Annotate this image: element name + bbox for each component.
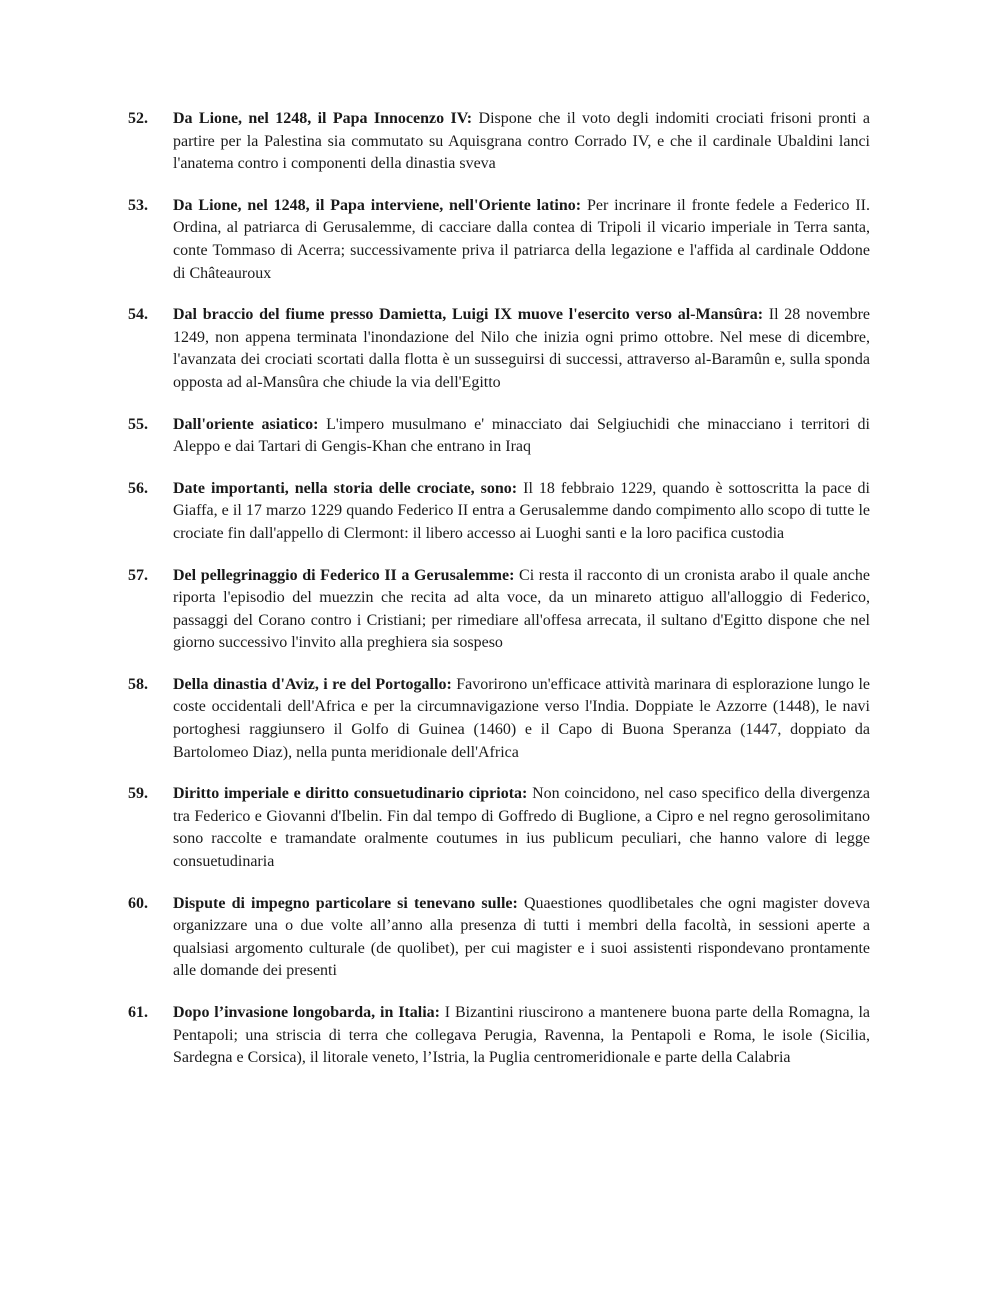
item-number: 55. <box>128 415 148 433</box>
item-text: Favorirono un'efficace attività marinara di esplorazione lungo le coste occidentali dell'Africa e per la circumnavigazione verso l'India. Doppiate le Azzorre (1448), le navi portoghesi raggiunsero il Golfo di Guinea (1460) e il Capo di Buona Speranza (1447, doppiato da Bartolomeo Diaz), nella punta meridionale dell'Africa <box>173 675 870 761</box>
item-number: 61. <box>128 1004 148 1021</box>
list-item <box>128 1002 870 1070</box>
item-body <box>173 893 870 983</box>
item-body <box>173 304 870 394</box>
item-text: Il 28 novembre 1249, non appena terminata l'inondazione del Nilo che inizia ogni primo ottobre. Nel mese di dicembre, l'avanzata dei crociati scortati dalla flotta è un susseguirsi di successi, attraverso al-Baramûn e, sulla sponda opposta ad al-Mansûra che chiude la via dell'Egitto <box>173 306 871 391</box>
item-heading: Dopo l’invasione longobarda, in Italia: <box>173 1004 440 1021</box>
item-number: 59. <box>128 785 148 803</box>
item-body <box>173 565 870 655</box>
item-text: Quaestiones quodlibetales che ogni magister doveva organizzare una o due volte all’anno alla presenza di tutti i membri della facoltà, in sessioni aperte a qualsiasi argomento culturale (de quolibet), per cui magister e i suoi assistenti rispondevano prontamente alle domande dei presenti <box>173 894 870 980</box>
item-text: Per incrinare il fronte fedele a Federico II. Ordina, al patriarca di Gerusalemme, di cacciare dalla contea di Tripoli il vicario imperiale in Terra santa, conte Tommaso di Acerra; successivamente priva il patriarca della legazione e l'affida al cardinale Oddone di Châteauroux <box>173 196 870 282</box>
item-number: 60. <box>128 894 148 912</box>
item-heading: Date importanti, nella storia delle crociate, sono: <box>173 479 518 497</box>
item-text: Il 18 febbraio 1229, quando è sottoscritta la pace di Giaffa, e il 17 marzo 1229 quando Federico II entra a Gerusalemme dando compimento allo scopo di tutte le crociate fin dall'appello di Clermont: il libero accesso ai Luoghi santi e la loro pacifica custodia <box>173 479 870 542</box>
item-heading: Dall'oriente asiatico: <box>173 415 319 433</box>
item-body <box>173 414 870 459</box>
item-body <box>173 674 870 764</box>
item-heading: Dispute di impegno particolare si tenevano sulle: <box>173 894 518 912</box>
item-text: L'impero musulmano e' minacciato dai Selgiuchidi che minacciano i territori di Aleppo e dai Tartari di Gengis-Khan che entrano in Iraq <box>173 415 870 456</box>
list-item <box>128 674 870 764</box>
list-item <box>128 565 870 655</box>
list-item <box>128 414 870 459</box>
item-body <box>173 1002 870 1070</box>
item-number: 52. <box>128 110 148 127</box>
item-text: Dispone che il voto degli indomiti crociati frisoni pronti a partire per la Palestina sia commutato su Aquisgrana contro Corrado IV, e che il cardinale Ubaldini lanci l'anatema contro i componenti della dinastia sveva <box>173 110 870 173</box>
item-heading: Del pellegrinaggio di Federico II a Gerusalemme: <box>173 566 515 584</box>
item-body <box>173 195 870 285</box>
list-item <box>128 304 870 394</box>
item-number: 57. <box>128 566 148 584</box>
item-heading: Diritto imperiale e diritto consuetudinario cipriota: <box>173 785 528 803</box>
item-body <box>173 478 870 546</box>
list-item <box>128 783 870 873</box>
item-text: I Bizantini riuscirono a mantenere buona parte della Romagna, la Pentapoli; una striscia di terra che collegava Perugia, Ravenna, la Pentapoli e Roma, le isole (Sicilia, Sardegna e Corsica), il litorale veneto, l’Istria, la Puglia centromeridionale e parte della Calabria <box>173 1004 870 1067</box>
item-number: 53. <box>128 196 148 214</box>
item-body <box>173 108 870 176</box>
list-item <box>128 108 870 176</box>
item-text: Ci resta il racconto di un cronista arabo il quale anche riporta l'episodio del muezzin che recita ad alta voce, da un minareto attiguo all'alloggio di Federico, passaggi del Corano contro i Cristiani; per rimediare all'offesa arrecata, il sultano d'Egitto dispone che nel giorno successivo l'invito alla preghiera sia sospeso <box>173 566 870 652</box>
item-heading: Da Lione, nel 1248, il Papa Innocenzo IV: <box>173 110 473 127</box>
item-number: 54. <box>128 306 148 324</box>
item-heading: Da Lione, nel 1248, il Papa interviene, nell'Oriente latino: <box>173 196 582 214</box>
list-item <box>128 893 870 983</box>
list-item <box>128 478 870 546</box>
item-number: 58. <box>128 675 148 693</box>
item-heading: Della dinastia d'Aviz, i re del Portogallo: <box>173 675 452 693</box>
list-item <box>128 195 870 285</box>
document-page <box>128 108 870 1089</box>
item-heading: Dal braccio del fiume presso Damietta, Luigi IX muove l'esercito verso al-Mansûra: <box>173 306 764 324</box>
item-body <box>173 783 870 873</box>
item-number: 56. <box>128 479 148 497</box>
item-text: Non coincidono, nel caso specifico della divergenza tra Federico e Giovanni d'Ibelin. Fin dal tempo di Goffredo di Buglione, a Cipro e nel regno gerosolimitano sono raccolte e tramandate oralmente coutumes in ius publicum peculiari, che hanno valore di legge consuetudinaria <box>173 785 871 871</box>
